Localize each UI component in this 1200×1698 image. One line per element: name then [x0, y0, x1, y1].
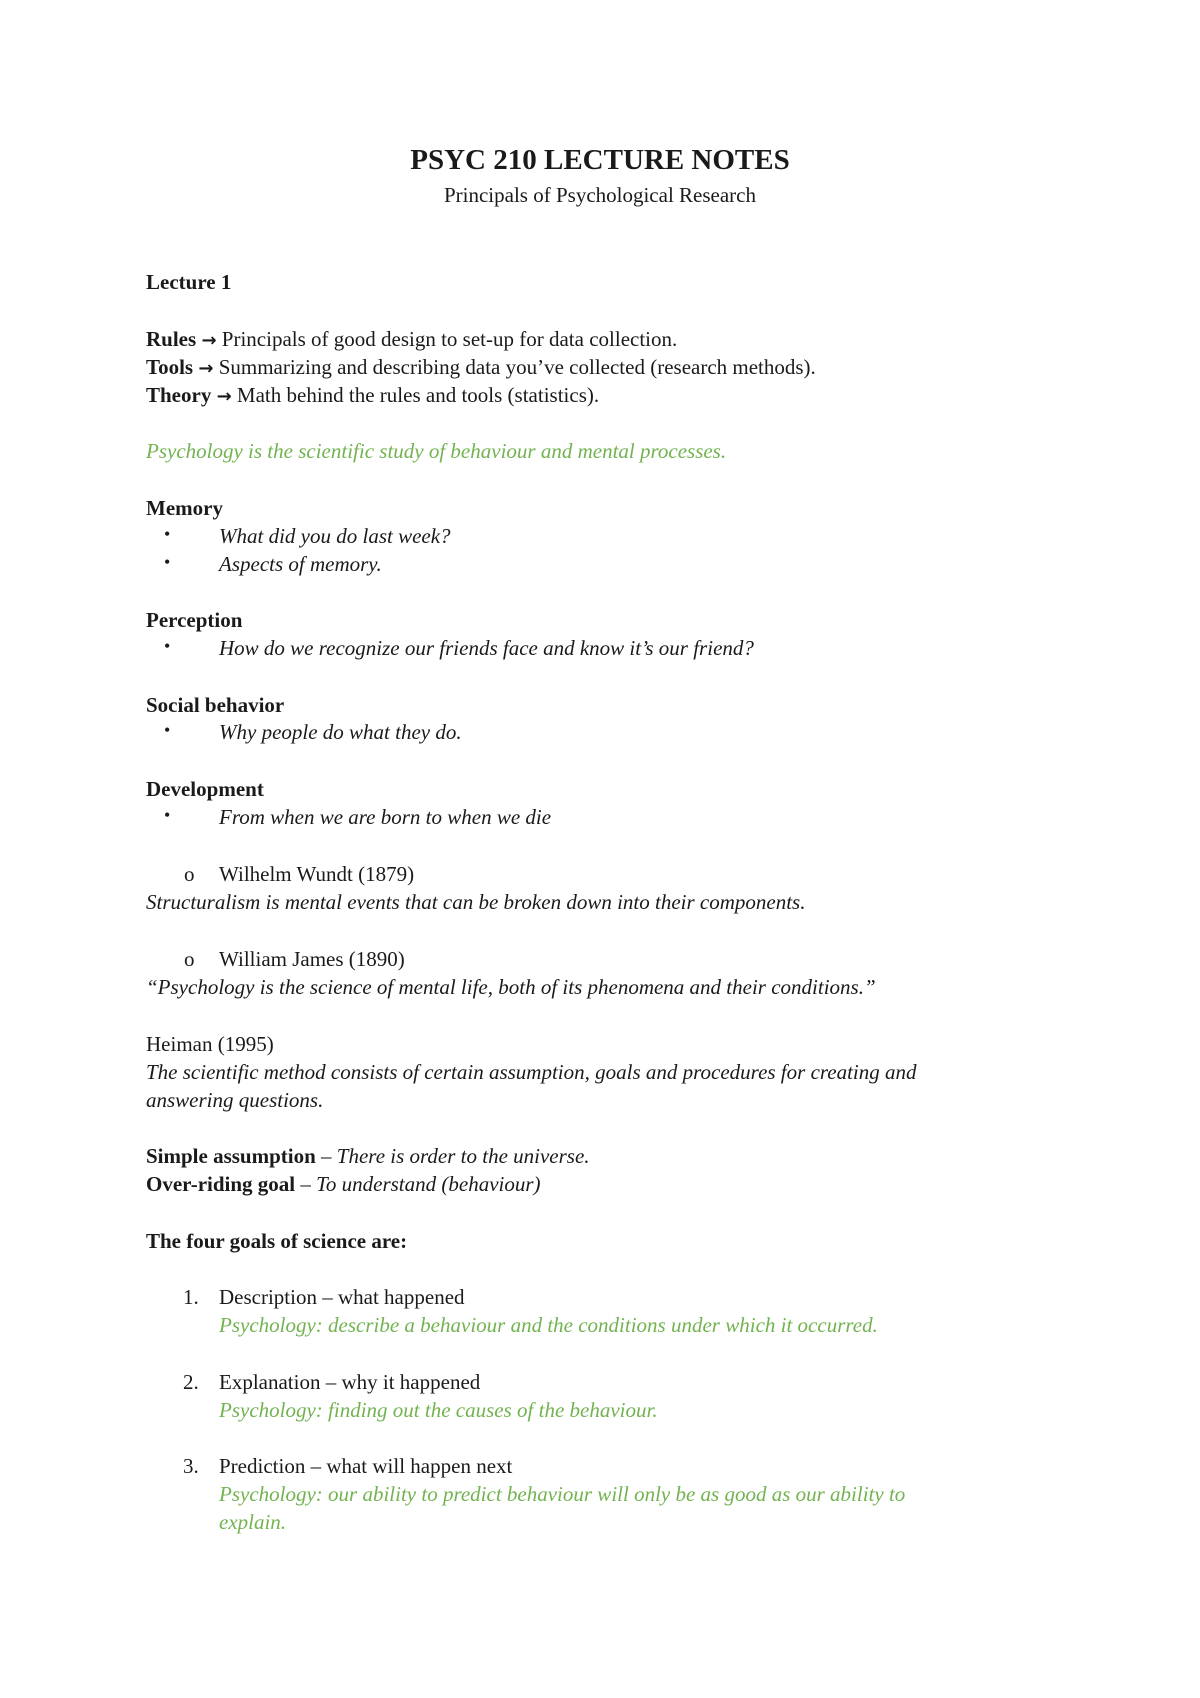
sub-bullet-icon: o	[184, 947, 195, 971]
bullet-icon: •	[164, 552, 171, 572]
goal-note: Psychology: describe a behaviour and the conditions under which it occurred.	[219, 1313, 878, 1337]
arrow-right-icon: →	[216, 386, 232, 407]
lecture-heading: Lecture 1	[146, 270, 232, 294]
goal-label: Description – what happened	[219, 1285, 465, 1309]
definition-theory	[146, 381, 599, 411]
bullet-icon: •	[164, 636, 171, 656]
wundt-name: Wilhelm Wundt (1879)	[219, 862, 415, 886]
arrow-right-icon: →	[201, 330, 217, 351]
james-name: William James (1890)	[219, 947, 405, 971]
psychology-definition: Psychology is the scientific study of behaviour and mental processes.	[146, 439, 727, 463]
sub-bullet-icon: o	[184, 862, 195, 886]
list-item: Aspects of memory.	[219, 552, 382, 576]
over-riding-goal: Over-riding goal – To understand (behaviour)	[146, 1172, 541, 1196]
bullet-icon: •	[164, 720, 171, 740]
page-title: PSYC 210 LECTURE NOTES	[410, 144, 790, 176]
bullet-icon: •	[164, 524, 171, 544]
heiman-quote-line1: The scientific method consists of certain assumption, goals and procedures for creating and	[146, 1060, 917, 1084]
list-item: Why people do what they do.	[219, 720, 462, 744]
goal-label: Prediction – what will happen next	[219, 1454, 513, 1478]
list-item: What did you do last week?	[219, 524, 451, 548]
definition-term: Rules	[146, 327, 197, 351]
list-item: How do we recognize our friends face and know it’s our friend?	[219, 636, 754, 660]
list-number: 1.	[183, 1285, 199, 1309]
heiman-quote-line2: answering questions.	[146, 1088, 324, 1112]
topic-heading-memory: Memory	[146, 496, 223, 520]
goal-label: Explanation – why it happened	[219, 1370, 481, 1394]
list-item: From when we are born to when we die	[219, 805, 552, 829]
james-quote: “Psychology is the science of mental life, both of its phenomena and their conditions.”	[146, 975, 876, 999]
topic-heading-social: Social behavior	[146, 693, 285, 717]
definition-text: Principals of good design to set-up for data collection.	[216, 327, 678, 351]
definition-text: Math behind the rules and tools (statistics).	[231, 383, 600, 407]
definition-text: Summarizing and describing data you’ve collected (research methods).	[213, 355, 816, 379]
definition-term: Tools	[146, 355, 194, 379]
goal-note: Psychology: finding out the causes of the behaviour.	[219, 1398, 658, 1422]
definition-tools	[146, 353, 816, 383]
goal-note: Psychology: our ability to predict behaviour will only be as good as our ability to	[219, 1482, 906, 1506]
definition-rules	[146, 325, 677, 355]
page-subtitle: Principals of Psychological Research	[443, 183, 756, 207]
list-number: 2.	[183, 1370, 199, 1394]
goals-heading: The four goals of science are:	[146, 1229, 408, 1253]
list-number: 3.	[183, 1454, 199, 1478]
definition-term: Theory	[146, 383, 212, 407]
heiman-name: Heiman (1995)	[146, 1032, 274, 1056]
bullet-icon: •	[164, 805, 171, 825]
topic-heading-perception: Perception	[146, 608, 243, 632]
wundt-quote: Structuralism is mental events that can be broken down into their components.	[146, 890, 806, 914]
simple-assumption: Simple assumption – There is order to the universe.	[146, 1144, 590, 1168]
topic-heading-development: Development	[146, 777, 264, 801]
arrow-right-icon: →	[198, 358, 214, 379]
goal-note-continued: explain.	[219, 1510, 287, 1534]
